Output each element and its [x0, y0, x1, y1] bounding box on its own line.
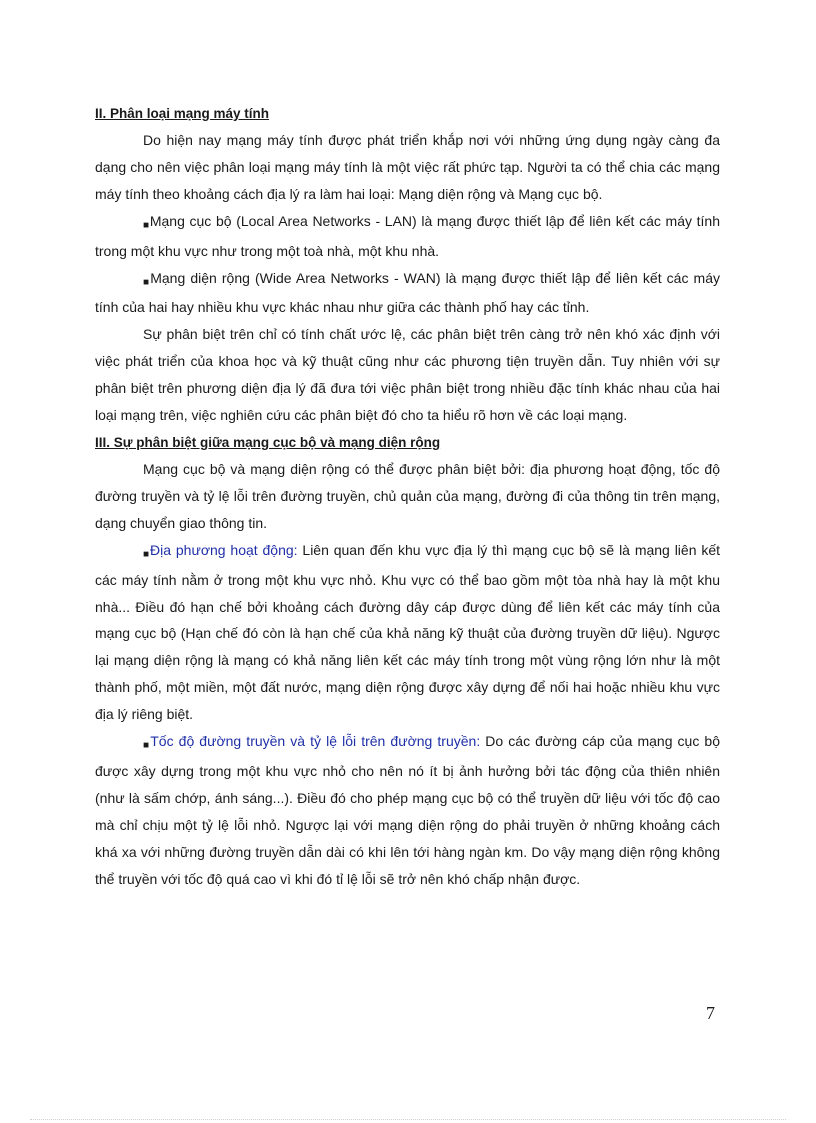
bullet-icon: ■ — [143, 219, 150, 231]
transmission-speed-text: Do các đường cáp của mạng cục bộ được xây dựng trong một khu vực nhỏ cho nên nó ít bị ảnh hưởng bởi tác động của thiên nhiên (như là sấm chớp, ánh sáng...). Điều đó cho phép mạng cục bộ có thể truyền dữ liệu với tốc độ cao mà chỉ chịu một tỷ lệ lỗi nhỏ. Ngược lại với mạng diện rộng do phải truyền ở những khoảng cách khá xa với những đường truyền dẫn dài có khi lên tới hàng ngàn km. Do vậy mạng diện rộng không thể truyền với tốc độ quá cao vì khi đó tỉ lệ lỗi sẽ trở nên khó chấp nhận được. — [95, 733, 720, 887]
section-2-intro-paragraph: Do hiện nay mạng máy tính được phát triển khắp nơi với những ứng dụng ngày càng đa dạng cho nên việc phân loại mạng máy tính là một việc rất phức tạp. Người ta có thể chia các mạng máy tính theo khoảng cách địa lý ra làm hai loại: Mạng diện rộng và Mạng cục bộ. — [95, 132, 720, 202]
bullet-icon: ■ — [143, 740, 151, 752]
page-bottom-divider — [30, 1119, 786, 1120]
operating-area-term: Địa phương hoạt động: — [150, 541, 298, 558]
section-2-heading: II. Phân loại mạng máy tính — [95, 106, 270, 121]
lan-bullet-text: Mạng cục bộ (Local Area Networks - LAN) là mạng được thiết lập để liên kết các máy tính trong một khu vực như trong một toà nhà, một khu nhà. — [95, 212, 720, 259]
section-3-intro-paragraph: Mạng cục bộ và mạng diện rộng có thể được phân biệt bởi: địa phương hoạt động, tốc độ đường truyền và tỷ lệ lỗi trên đường truyền, chủ quản của mạng, đường đi của thông tin trên mạng, dạng chuyển giao thông tin. — [95, 460, 720, 531]
section-2-distinction-paragraph: Sự phân biệt trên chỉ có tính chất ước lệ, các phân biệt trên càng trở nên khó xác định với việc phát triển của khoa học và kỹ thuật cũng như các phương tiện truyền dẫn. Tuy nhiên với sự phân biệt trên phương diện địa lý đã đưa tới việc phân biệt trong nhiều đặc tính khác nhau của hai loại mạng trên, việc nghiên cứu các phân biệt đó cho ta hiểu rõ hơn về các loại mạng. — [95, 326, 720, 424]
transmission-speed-bullet-paragraph — [95, 728, 720, 892]
lan-bullet-paragraph — [95, 208, 720, 265]
operating-area-bullet-paragraph — [95, 537, 720, 728]
page-number: 7 — [706, 1003, 715, 1023]
section-3-heading: III. Sự phân biệt giữa mạng cục bộ và mạng diện rộng — [95, 434, 441, 450]
wan-bullet-text: Mạng diện rộng (Wide Area Networks - WAN) là mạng được thiết lập để liên kết các máy tính của hai hay nhiều khu vực khác nhau như giữa các thành phố hay các tỉnh. — [95, 269, 720, 316]
wan-bullet-paragraph — [95, 265, 720, 322]
bullet-icon: ■ — [143, 548, 151, 560]
bullet-icon: ■ — [143, 276, 151, 288]
transmission-speed-term: Tốc độ đường truyền và tỷ lệ lỗi trên đường truyền: — [150, 733, 481, 750]
operating-area-text: Liên quan đến khu vực địa lý thì mạng cục bộ sẽ là mạng liên kết các máy tính nằm ở trong một khu vực nhỏ. Khu vực có thể bao gồm một tòa nhà hay là một khu nhà... Điều đó hạn chế bởi khoảng cách đường dây cáp được dùng để liên kết các máy tính của mạng cục bộ (Hạn chế đó còn là hạn chế của khả năng kỹ thuật của đường truyền dữ liệu). Ngược lại mạng diện rộng là mạng có khả năng liên kết các máy tính trong một vùng rộng lớn như là một thành phố, một miền, một đất nước, mạng diện rộng được xây dựng để nối hai hoặc nhiều khu vực địa lý riêng biệt. — [95, 541, 721, 723]
page-content — [95, 100, 720, 892]
